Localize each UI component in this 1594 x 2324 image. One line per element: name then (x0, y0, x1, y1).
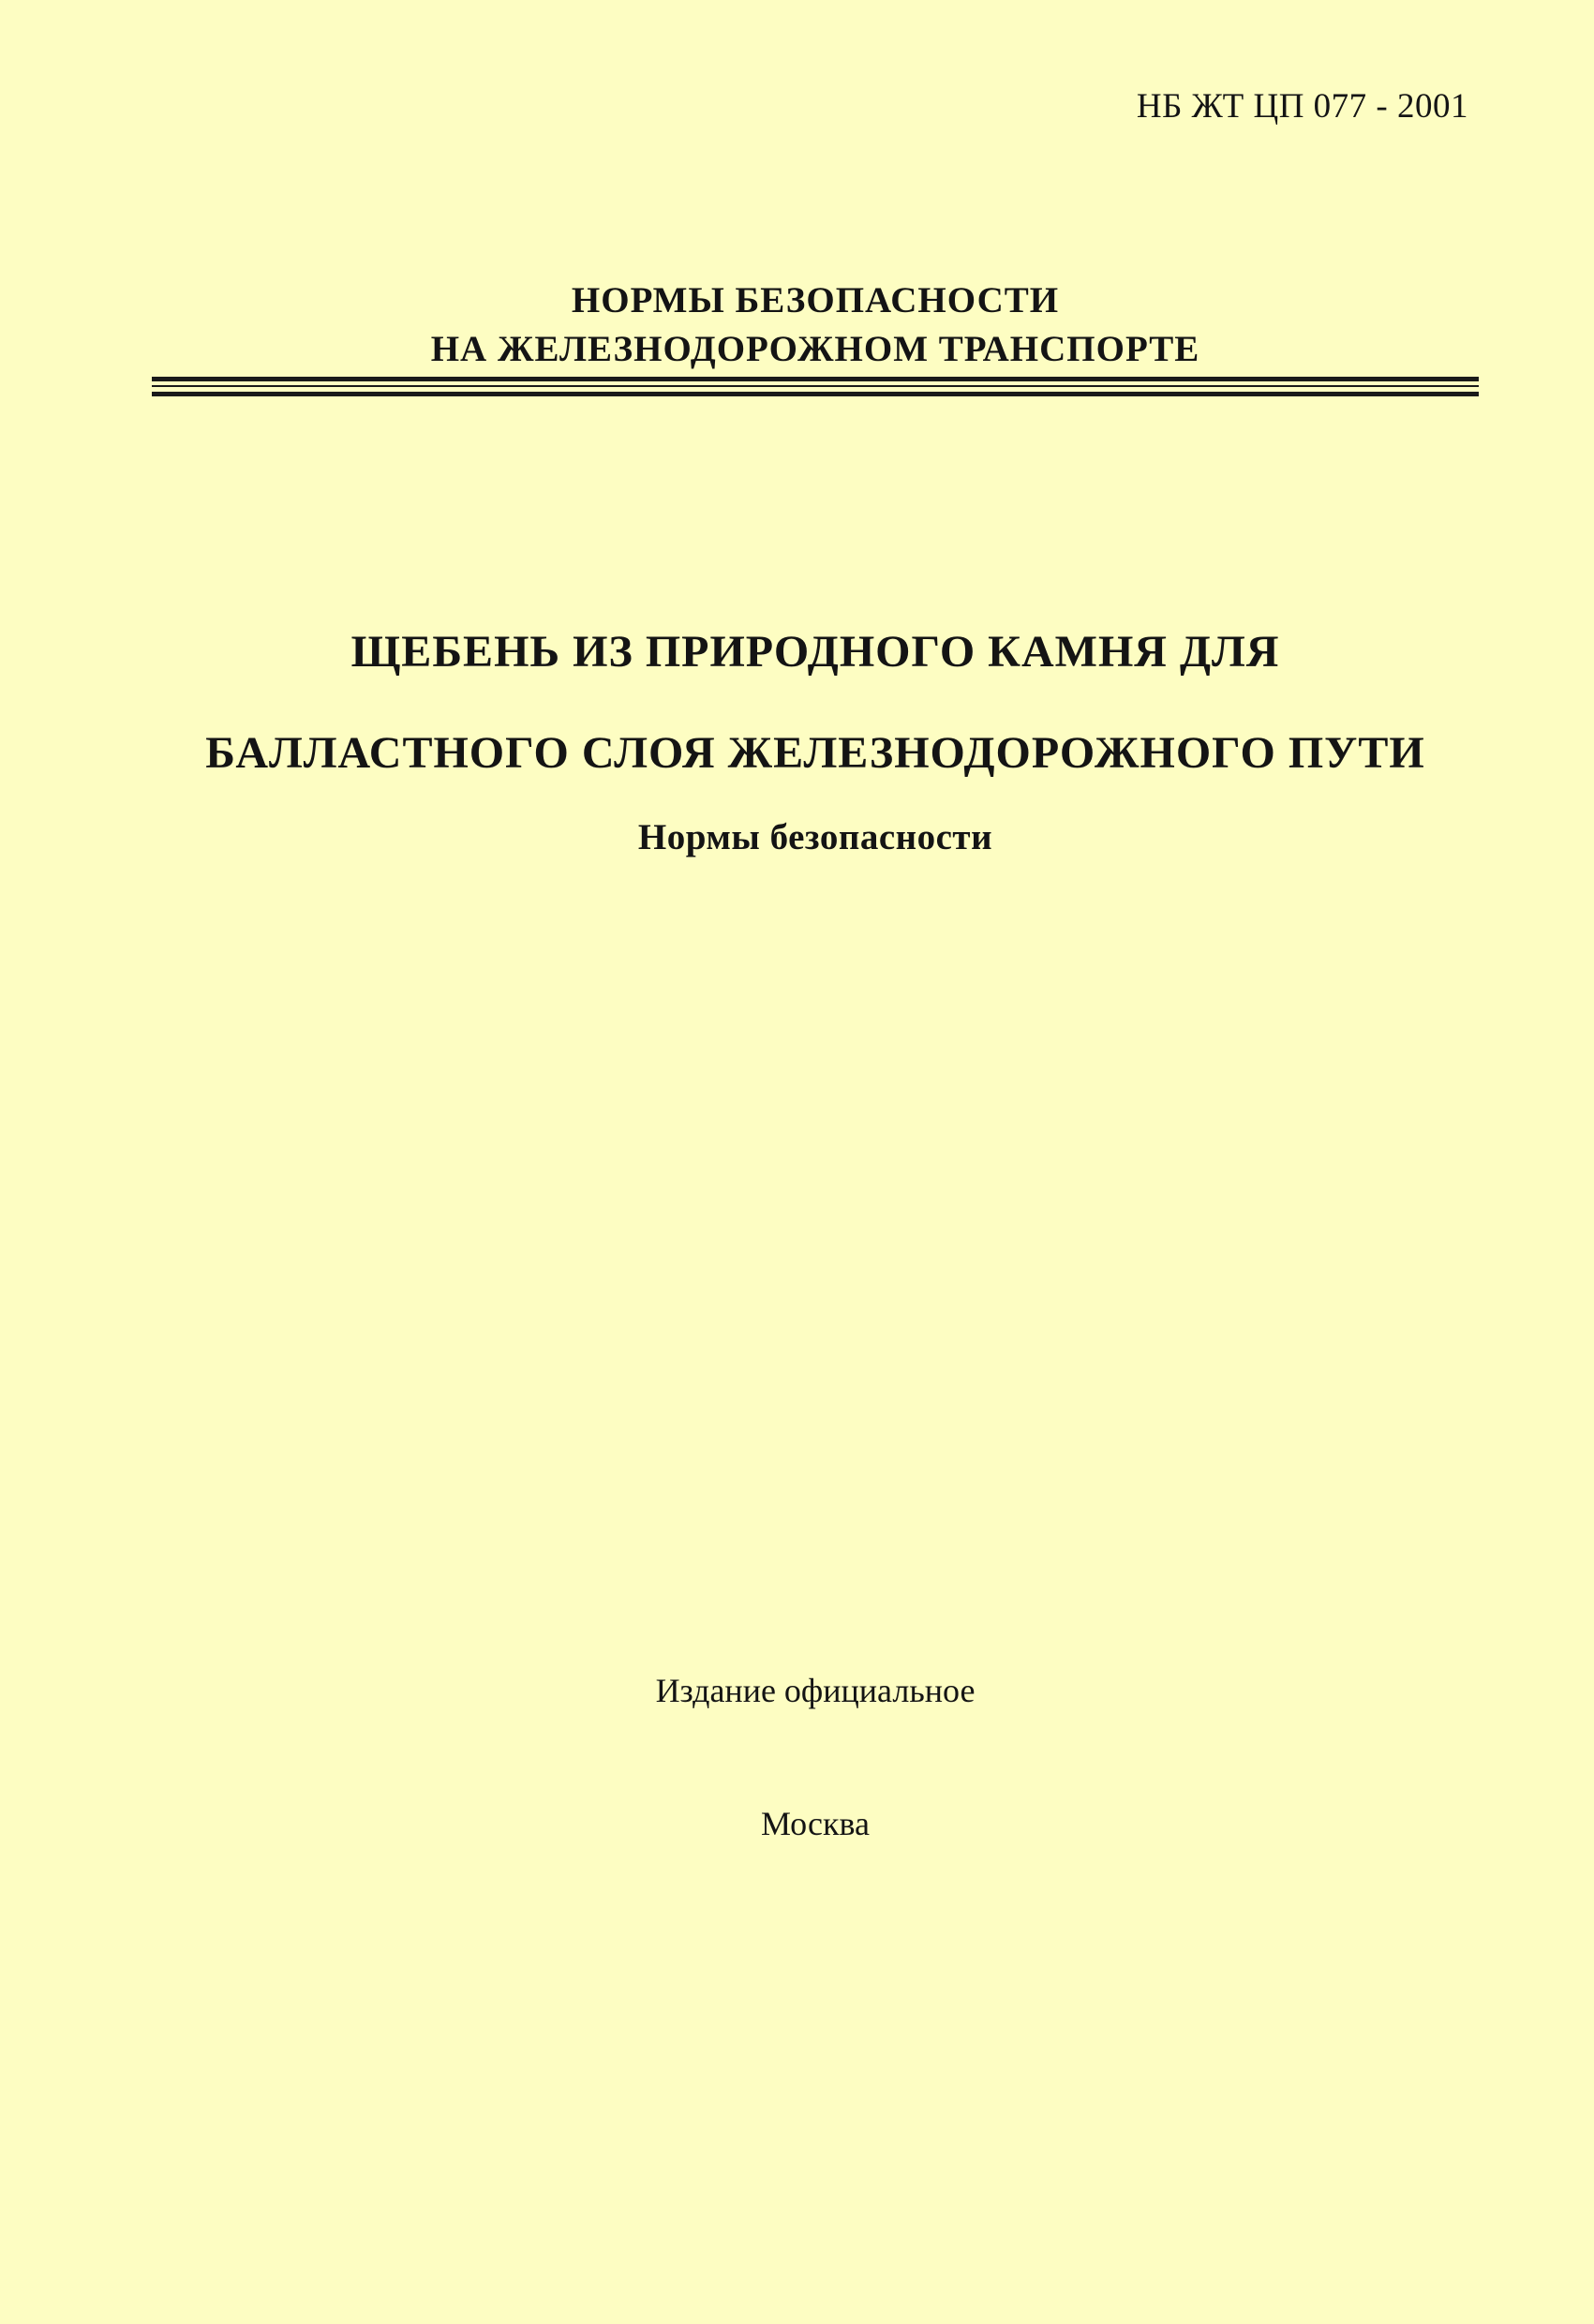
series-heading-line-1: НОРМЫ БЕЗОПАСНОСТИ (571, 280, 1060, 320)
series-heading-line-2: НА ЖЕЛЕЗНОДОРОЖНОМ ТРАНСПОРТЕ (430, 329, 1200, 369)
document-code: НБ ЖТ ЦП 077 - 2001 (1136, 87, 1468, 126)
document-title-line-2: БАЛЛАСТНОГО СЛОЯ ЖЕЛЕЗНОДОРОЖНОГО ПУТИ (205, 728, 1425, 778)
divider-thick-top (152, 377, 1479, 381)
document-title-line-1: ЩЕБЕНЬ ИЗ ПРИРОДНОГО КАМНЯ ДЛЯ (350, 627, 1280, 677)
series-heading (0, 276, 1594, 374)
divider-thick-bottom (152, 392, 1479, 396)
divider-thin-middle (152, 385, 1479, 387)
publication-city: Москва (761, 1805, 870, 1842)
document-subtitle: Нормы безопасности (637, 817, 993, 857)
edition-note: Издание официальное (655, 1672, 976, 1709)
